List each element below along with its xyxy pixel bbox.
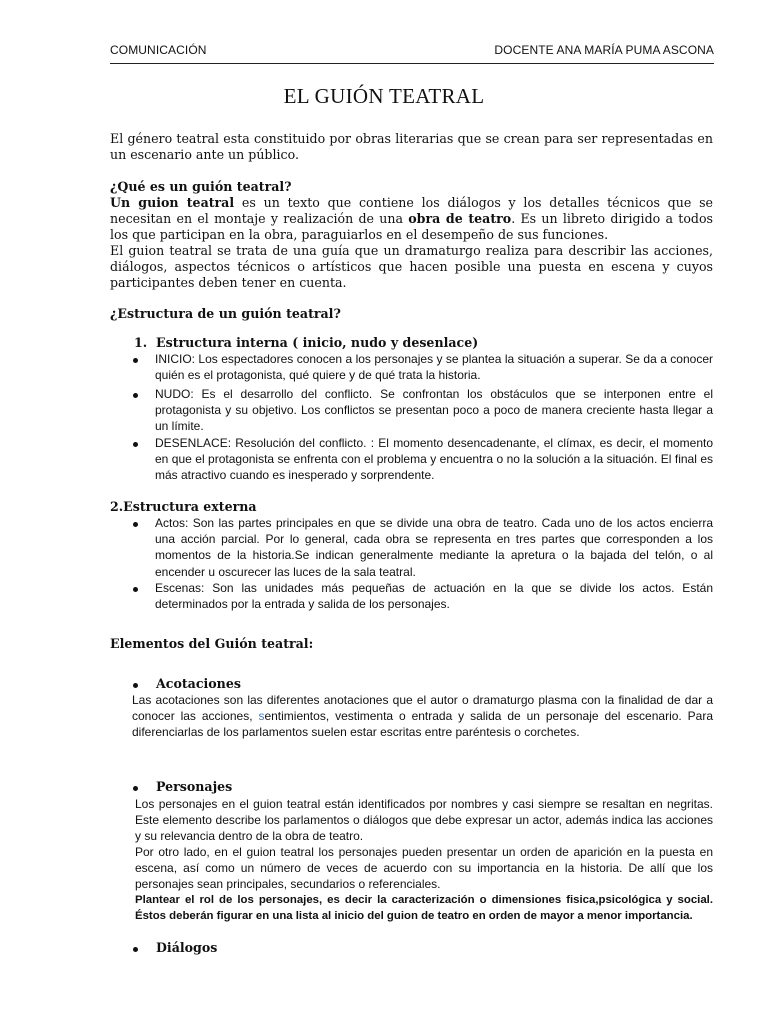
elements-heading: Elementos del Guión teatral: — [110, 636, 314, 651]
actos-item: Actos: Son las partes principales en que se divide una obra de teatro. Cada uno de los actos encierra una acción parcial. Por lo general, cada obra se representa en tres partes que corresponden a los momentos de la historia.Se indican generalmente mediante la apretura o la bajada del telón, o al encender u oscurecer las luces de la sala teatral. — [155, 516, 713, 579]
intro-paragraph: El género teatral esta constituido por obras literarias que se crean para ser representadas en un escenario ante un público. — [110, 131, 713, 163]
bullet-icon — [133, 353, 143, 363]
bullet-icon — [133, 678, 143, 688]
document-title: EL GUIÓN TEATRAL — [283, 84, 485, 108]
bullet-icon — [133, 942, 143, 952]
header-subject: COMUNICACIÓN — [110, 43, 207, 57]
internal-structure-heading: Estructura interna ( inicio, nudo y desenlace) — [156, 335, 479, 350]
personajes-paragraph-2: Por otro lado, en el guion teatral los personajes pueden presentar un orden de aparición en la puesta en escena, así como un número de veces de acuerdo con su importancia en la historia. De allí que los personajes sean principales, secundarios o referenciales. — [135, 845, 713, 892]
header-teacher: DOCENTE ANA MARÍA PUMA ASCONA — [494, 43, 714, 57]
acotaciones-heading: Acotaciones — [156, 676, 241, 691]
bullet-icon — [133, 517, 143, 527]
personajes-paragraph-1: Los personajes en el guion teatral están identificados por nombres y casi siempre se resaltan en negritas. Este elemento describe los parlamentos o diálogos que debe expresar un actor, además indica las acciones y su relevancia dentro de la obra de teatro. — [135, 797, 713, 844]
guion-teatral-term: Un guion teatral — [110, 195, 235, 210]
acotaciones-paragraph: Las acotaciones son las diferentes anotaciones que el autor o dramaturgo plasma con la finalidad de dar a conocer las acciones, sentimientos, vestimenta o entrada y salida de un personaje del escenario. Para diferenciarlas de los parlamentos suelen estar escritas entre paréntesis o corchetes. — [132, 693, 714, 740]
guion-definition-paragraph: El guion teatral se trata de una guía que un dramaturgo realiza para describir las acciones, diálogos, aspectos técnicos o artísticos que hacen posible una puesta en escena y cuyos participantes deben tener en cuenta. — [110, 243, 713, 291]
bullet-icon — [133, 582, 143, 592]
personajes-paragraph-3: Plantear el rol de los personajes, es decir la caracterización o dimensiones fisica,psicológica y social. Éstos deberán figurar en una lista al inicio del guion de teatro en orden de mayor a menor importancia. — [135, 894, 713, 923]
bullet-icon — [133, 437, 143, 447]
escenas-item: Escenas: Son las unidades más pequeñas de actuación en la que se divide los actos. Están determinados por la entrada y salida de los personajes. — [155, 581, 713, 612]
structure-question-heading: ¿Estructura de un guión teatral? — [110, 306, 341, 321]
personajes-heading: Personajes — [156, 779, 233, 794]
question-what-is-heading: ¿Qué es un guión teatral? — [110, 179, 292, 194]
list-number-1: 1. — [134, 335, 148, 350]
desenlace-item: DESENLACE: Resolución del conflicto. : El momento desencadenante, el clímax, es decir, el momento en que el protagonista se enfrenta con el problema y encuentra o no la solución a la situación. El final es más atractivo cuando es inesperado y sorprendente. — [155, 436, 713, 483]
page-header — [110, 43, 714, 64]
bullet-icon — [133, 781, 143, 791]
obra-de-teatro-term: obra de teatro — [408, 211, 512, 227]
what-is-paragraph: Un guion teatral es un texto que contiene los diálogos y los detalles técnicos que se necesitan en el montaje y realización de una obra de teatro. Es un libreto dirigido a todos los que participan en la obra, paraguiarlos en el desempeño de sus funciones. — [110, 195, 714, 243]
inicio-item: INICIO: Los espectadores conocen a los personajes y se plantea la situación a superar. Se da a conocer quién es el protagonista, qué quiere y de qué trata la historia. — [155, 352, 713, 383]
dialogos-heading: Diálogos — [156, 940, 218, 955]
nudo-item: NUDO: Es el desarrollo del conflicto. Se confrontan los obstáculos que se interponen entre el protagonista y su objetivo. Los conflictos se presentan poco a poco de manera creciente hasta llegar a un límite. — [155, 387, 713, 434]
external-structure-heading: 2.Estructura externa — [110, 499, 257, 514]
bullet-icon — [133, 388, 143, 398]
